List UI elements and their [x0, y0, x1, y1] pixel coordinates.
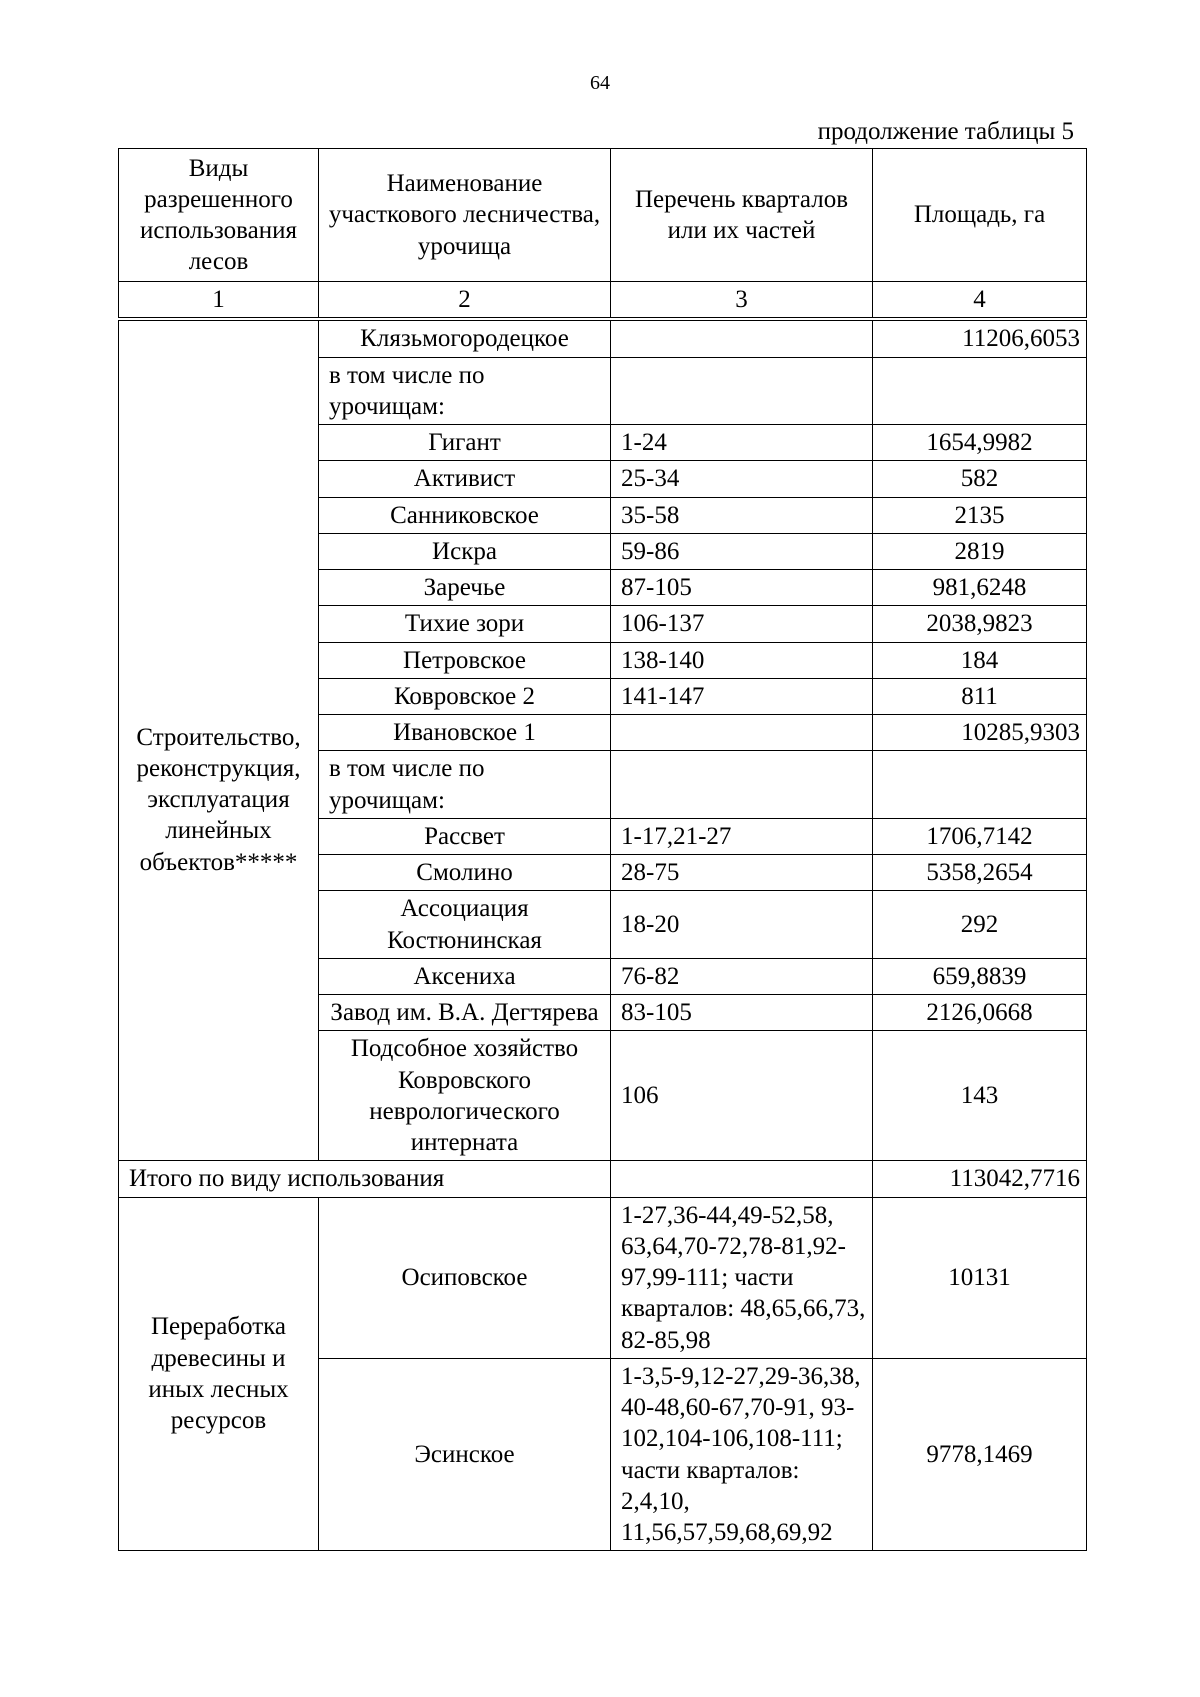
- column-number: 3: [611, 282, 873, 320]
- quarters: 138-140: [611, 642, 873, 678]
- header-use-type: Виды разрешенного использования лесов: [119, 149, 319, 282]
- table-continuation-note: продолжение таблицы 5: [817, 118, 1074, 145]
- header-area: Площадь, га: [873, 149, 1087, 282]
- subheading: в том числе по урочищам:: [319, 357, 611, 425]
- area: [873, 751, 1087, 819]
- quarters: 1-3,5-9,12-27,29-36,38, 40-48,60-67,70-91, 93-102,104-106,108-111; части кварталов: 2,4,10, 11,56,57,59,68,69,92: [611, 1358, 873, 1551]
- tract-name: Аксениха: [319, 958, 611, 994]
- quarters: 1-27,36-44,49-52,58, 63,64,70-72,78-81,92-97,99-111; части кварталов: 48,65,66,73, 82-85,98: [611, 1197, 873, 1358]
- quarters: 76-82: [611, 958, 873, 994]
- area: 2038,9823: [873, 606, 1087, 642]
- area: 659,8839: [873, 958, 1087, 994]
- table-row: [119, 1197, 1087, 1358]
- tract-name: Заречье: [319, 570, 611, 606]
- quarters: [611, 319, 873, 357]
- tract-name: Смолино: [319, 855, 611, 891]
- quarters: 87-105: [611, 570, 873, 606]
- quarters: [611, 1161, 873, 1197]
- tract-name: Искра: [319, 533, 611, 569]
- area: 811: [873, 678, 1087, 714]
- use-type-processing: Переработка древесины и иных лесных ресурсов: [119, 1197, 319, 1551]
- quarters: 141-147: [611, 678, 873, 714]
- column-number: 2: [319, 282, 611, 320]
- quarters: 18-20: [611, 891, 873, 959]
- quarters: 28-75: [611, 855, 873, 891]
- quarters: 1-24: [611, 425, 873, 461]
- page-number: 64: [590, 72, 610, 94]
- quarters: 35-58: [611, 497, 873, 533]
- area: 5358,2654: [873, 855, 1087, 891]
- total-row: [119, 1161, 1087, 1197]
- total-area: 113042,7716: [873, 1161, 1087, 1197]
- area: 1706,7142: [873, 818, 1087, 854]
- tract-name: Завод им. В.А. Дегтярева: [319, 995, 611, 1031]
- area: 2135: [873, 497, 1087, 533]
- tract-name: Петровское: [319, 642, 611, 678]
- quarters: 25-34: [611, 461, 873, 497]
- area: 2126,0668: [873, 995, 1087, 1031]
- column-number-row: [119, 282, 1087, 320]
- column-number: 4: [873, 282, 1087, 320]
- forest-use-table: [118, 148, 1087, 1551]
- tract-name: Рассвет: [319, 818, 611, 854]
- quarters: [611, 751, 873, 819]
- table-row: [119, 319, 1087, 357]
- forestry-name: Эсинское: [319, 1358, 611, 1551]
- quarters: 106: [611, 1031, 873, 1161]
- quarters: 1-17,21-27: [611, 818, 873, 854]
- use-type-construction: Строительство, реконструкция, эксплуатация линейных объектов*****: [119, 319, 319, 1161]
- tract-name: Активист: [319, 461, 611, 497]
- area: 10131: [873, 1197, 1087, 1358]
- quarters: 106-137: [611, 606, 873, 642]
- area: 10285,9303: [873, 715, 1087, 751]
- header-row: [119, 149, 1087, 282]
- quarters: [611, 715, 873, 751]
- subheading: в том числе по урочищам:: [319, 751, 611, 819]
- area: [873, 357, 1087, 425]
- quarters: [611, 357, 873, 425]
- forestry-name: Клязьмогородецкое: [319, 319, 611, 357]
- tract-name: Подсобное хозяйство Ковровского неврологического интерната: [319, 1031, 611, 1161]
- column-number: 1: [119, 282, 319, 320]
- area: 11206,6053: [873, 319, 1087, 357]
- total-label: Итого по виду использования: [119, 1161, 611, 1197]
- quarters: 59-86: [611, 533, 873, 569]
- quarters: 83-105: [611, 995, 873, 1031]
- area: 981,6248: [873, 570, 1087, 606]
- tract-name: Ковровское 2: [319, 678, 611, 714]
- header-quarters: Перечень кварталов или их частей: [611, 149, 873, 282]
- area: 1654,9982: [873, 425, 1087, 461]
- tract-name: Санниковское: [319, 497, 611, 533]
- tract-name: Тихие зори: [319, 606, 611, 642]
- tract-name: Гигант: [319, 425, 611, 461]
- tract-name: Ассоциация Костюнинская: [319, 891, 611, 959]
- forestry-name: Осиповское: [319, 1197, 611, 1358]
- area: 184: [873, 642, 1087, 678]
- area: 143: [873, 1031, 1087, 1161]
- forestry-name: Ивановское 1: [319, 715, 611, 751]
- area: 2819: [873, 533, 1087, 569]
- area: 292: [873, 891, 1087, 959]
- area: 582: [873, 461, 1087, 497]
- header-forestry-name: Наименование участкового лесничества, урочища: [319, 149, 611, 282]
- area: 9778,1469: [873, 1358, 1087, 1551]
